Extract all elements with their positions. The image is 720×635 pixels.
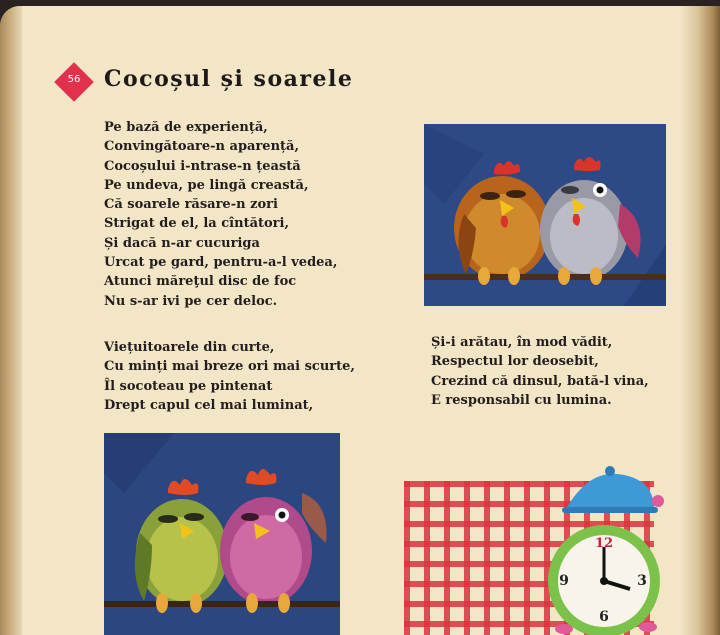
- stanza-2: [104, 338, 355, 415]
- verse-line: Pe bază de experiență,: [104, 120, 268, 135]
- verse-line: Urcat pe gard, pentru-a-l vedea,: [104, 255, 338, 271]
- page-number: 56: [67, 74, 81, 85]
- hens-illustration-bottom: [104, 433, 340, 635]
- verse-line: Strigat de el, la cîntători,: [104, 216, 289, 232]
- verse-line: Cocoșului i-ntrase-n țeastă: [104, 158, 301, 174]
- hens-illustration-top: [424, 124, 666, 306]
- stanza-1: [104, 118, 337, 311]
- verse-line: Cu minți mai breze ori mai scurte,: [104, 359, 355, 375]
- verse-line: Drept capul cel mai luminat,: [104, 397, 314, 413]
- page-binding-edge: [0, 6, 22, 635]
- verse-line: Și dacă n-ar cucuriga: [104, 235, 260, 251]
- hens-picture: [424, 124, 666, 306]
- book-page: [0, 6, 720, 635]
- page-outer-edge: [680, 6, 720, 635]
- tablecloth-picture: [404, 461, 680, 635]
- verse-line: Pe undeva, pe lingă creastă,: [104, 177, 309, 193]
- clock-illustration: [404, 461, 680, 635]
- verse-line: Îl socoteau pe pintenat: [104, 378, 273, 394]
- stanza-3: [431, 333, 649, 410]
- verse-line: Convingătoare-n aparență,: [104, 139, 299, 155]
- verse-line: Viețuitoarele din curte,: [104, 340, 275, 355]
- hens-picture: [104, 433, 340, 635]
- verse-line: E responsabil cu lumina.: [431, 392, 612, 408]
- clock-three: 3: [637, 573, 647, 589]
- verse-line: Și-i arătau, în mod vădit,: [431, 335, 613, 350]
- verse-line: Nu s-ar ivi pe cer deloc.: [104, 293, 278, 309]
- verse-line: Crezind că dinsul, bată-l vina,: [431, 373, 649, 389]
- verse-line: Respectul lor deosebit,: [431, 354, 599, 370]
- page-number-badge: [56, 64, 92, 100]
- verse-line: Atunci măreţul disc de foc: [104, 274, 297, 290]
- poem-title: Cocoșul și soarele: [104, 66, 354, 92]
- verse-line: Că soarele răsare-n zori: [104, 197, 278, 213]
- clock-six: 6: [599, 609, 609, 625]
- clock-twelve: 12: [594, 536, 614, 551]
- clock-nine: 9: [559, 573, 569, 589]
